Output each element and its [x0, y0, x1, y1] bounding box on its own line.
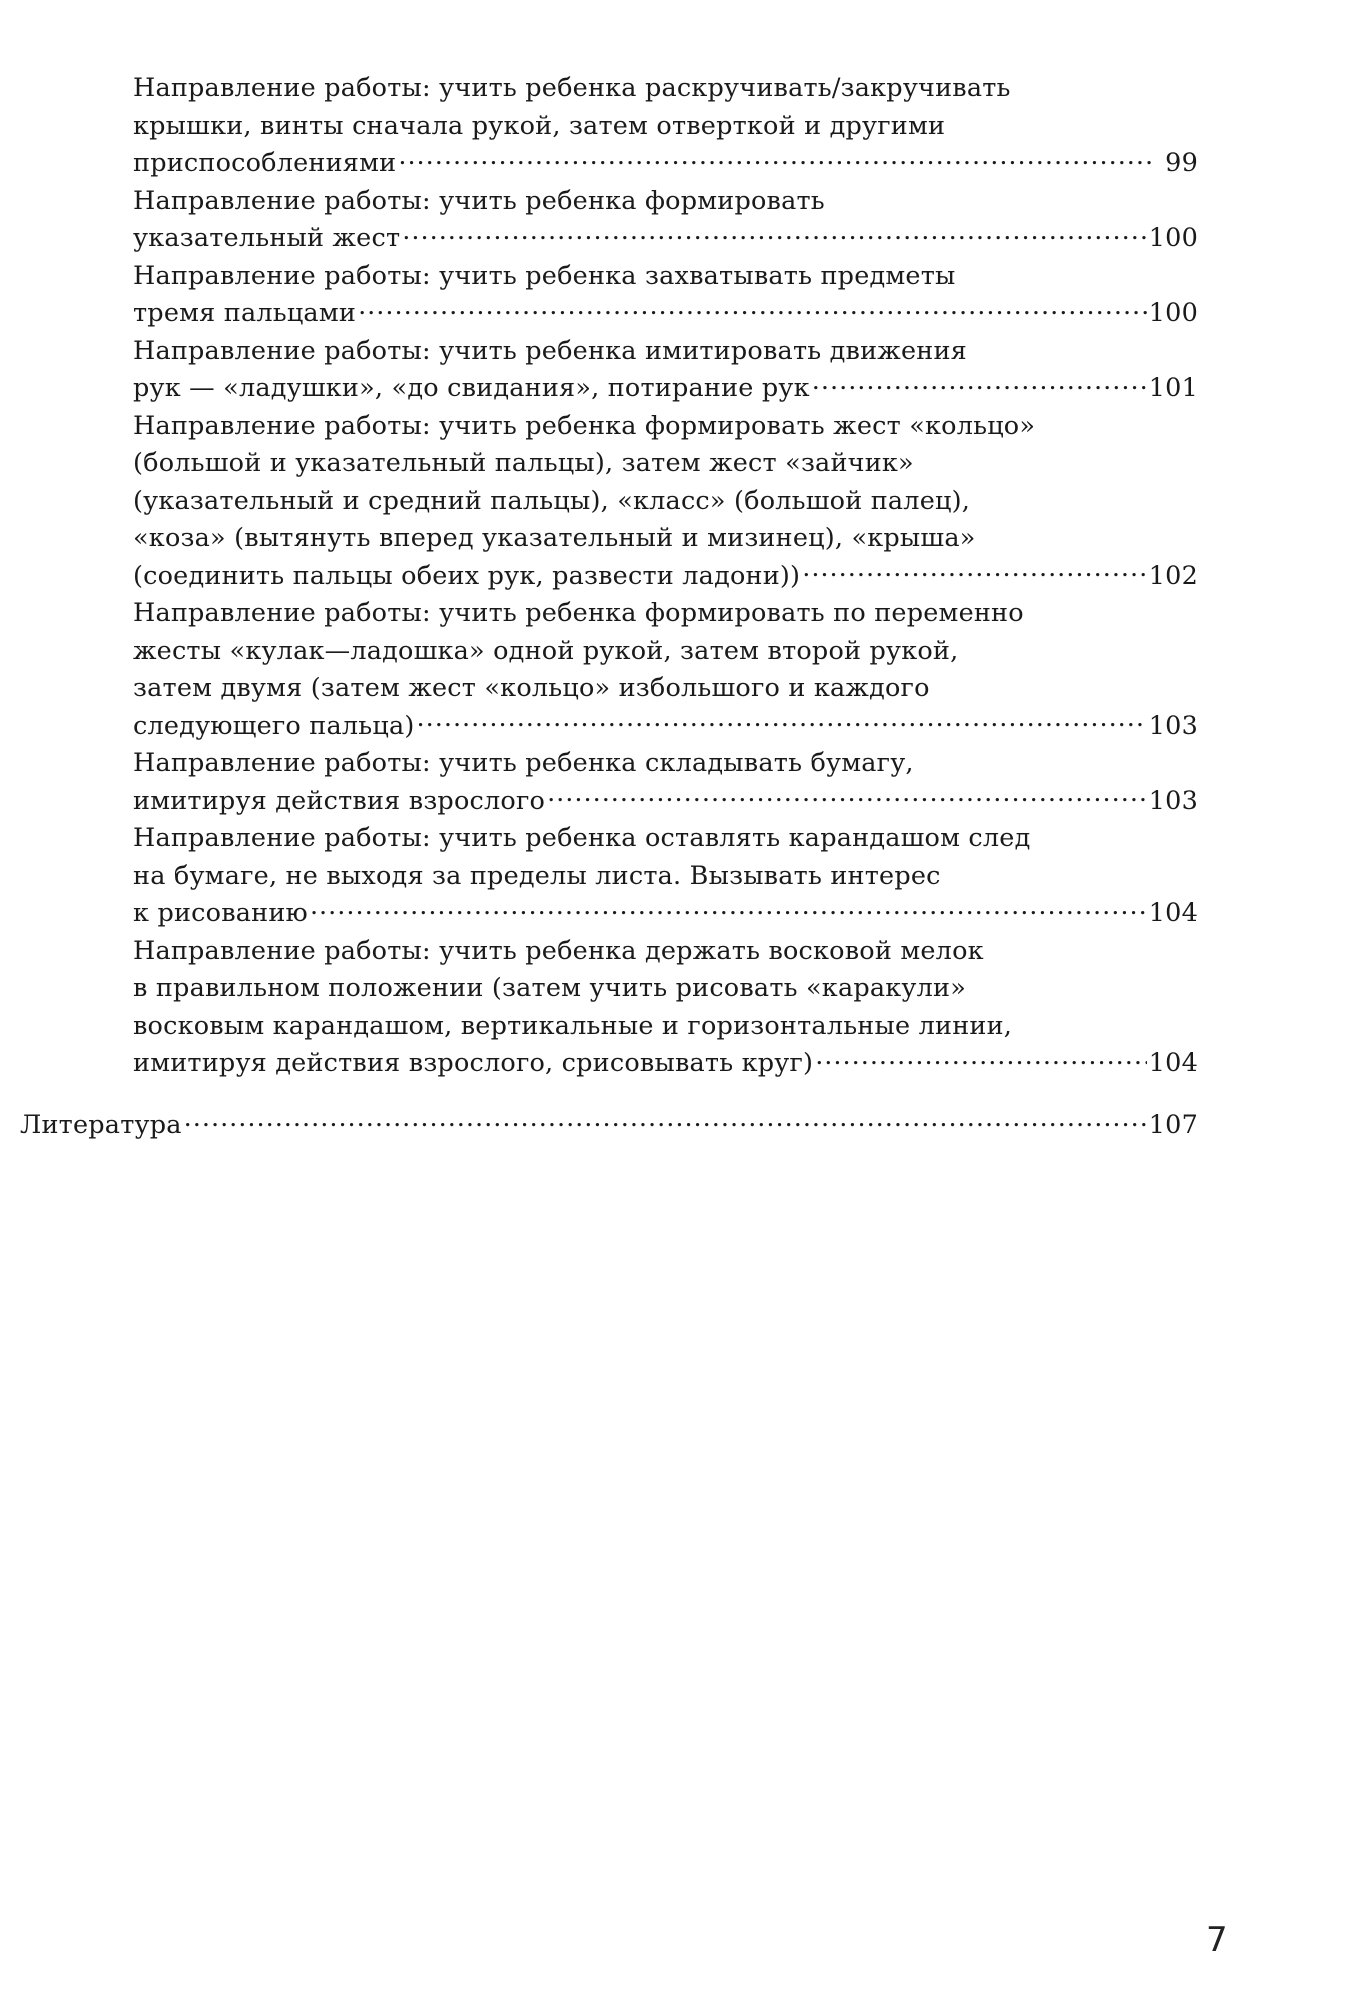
toc-entry-text: к рисованию: [133, 898, 308, 928]
toc-leader-dots: [402, 221, 1146, 247]
toc-entry: [133, 408, 1198, 596]
toc-entry-line: «коза» (вытянуть вперед указательный и мизинец), «крыша»: [133, 523, 976, 553]
toc-entry-text: Литература: [20, 1110, 182, 1140]
toc-leader-dots: [815, 1046, 1147, 1072]
toc-page-number: 102: [1148, 560, 1198, 591]
toc-entry-line: восковым карандашом, вертикальные и горизонтальные линии,: [133, 1010, 1013, 1041]
toc-page-number: 103: [1148, 710, 1198, 741]
toc-entry: [133, 70, 1198, 183]
toc-entry-line: Направление работы: учить ребенка оставлять карандашом след: [133, 823, 1031, 853]
toc-page-number: 99: [1165, 148, 1198, 178]
page-number: 7: [1206, 1920, 1228, 1960]
toc-entry-literature: [20, 1107, 1198, 1145]
toc-leader-dots: [358, 296, 1147, 322]
toc-entry-last-line: [133, 1045, 1198, 1083]
toc-page-number: 101: [1148, 373, 1198, 403]
toc-leader-dots: [812, 371, 1147, 397]
toc-entry-line: Направление работы: учить ребенка формировать: [133, 185, 825, 216]
toc-entry-line: Направление работы: учить ребенка складывать бумагу,: [133, 748, 914, 778]
toc-entry: [133, 595, 1198, 745]
toc-entry-text: имитируя действия взрослого, срисовывать круг): [133, 1048, 814, 1078]
toc-leader-dots: [547, 783, 1147, 809]
toc-entry-text: тремя пальцами: [133, 298, 357, 328]
toc-leader-dots: [398, 146, 1152, 172]
toc-page-number: 104: [1148, 898, 1198, 928]
toc-entry-last-line: [133, 558, 1198, 596]
toc-entry-line: Направление работы: учить ребенка раскручивать/закручивать: [133, 73, 1011, 103]
toc-entry: [133, 183, 1198, 258]
table-of-contents: [133, 70, 1198, 1083]
toc-page-number: 107: [1148, 1110, 1198, 1140]
toc-entry-last-line: [133, 145, 1198, 183]
toc-entry-last-line: [133, 370, 1198, 408]
toc-entry: [133, 745, 1198, 820]
toc-page-number: 100: [1148, 223, 1198, 253]
toc-page-number: 103: [1148, 785, 1198, 816]
toc-entry-line: Направление работы: учить ребенка держать восковой мелок: [133, 935, 984, 966]
toc-page-number: 104: [1148, 1048, 1198, 1078]
toc-entry-line: (указательный и средний пальцы), «класс» (большой палец),: [133, 485, 971, 516]
toc-leader-dots: [417, 708, 1147, 734]
toc-leader-dots: [184, 1108, 1147, 1134]
toc-entry: [133, 820, 1198, 933]
toc-entry-line: жесты «кулак—ладошка» одной рукой, затем второй рукой,: [133, 635, 959, 666]
toc-entry-last-line: [133, 220, 1198, 258]
toc-entry-line: затем двумя (затем жест «кольцо» избольшого и каждого: [133, 673, 930, 703]
toc-entry-text: имитируя действия взрослого: [133, 785, 546, 816]
toc-entry-last-line: [133, 783, 1198, 821]
toc-entry-line: Направление работы: учить ребенка формировать по переменно: [133, 598, 1024, 628]
toc-entry: [133, 258, 1198, 333]
toc-entry-text: указательный жест: [133, 223, 401, 253]
toc-entry-text: рук — «ладушки», «до свидания», потирание рук: [133, 373, 810, 403]
toc-entry-line: на бумаге, не выходя за пределы листа. Вызывать интерес: [133, 860, 941, 891]
toc-entry: [133, 933, 1198, 1083]
toc-entry-last-line: [133, 295, 1198, 333]
toc-entry-text: приспособлениями: [133, 148, 397, 178]
toc-entry-line: в правильном положении (затем учить рисовать «каракули»: [133, 973, 967, 1003]
toc-entry-text: следующего пальца): [133, 710, 415, 741]
toc-leader-dots: [310, 896, 1147, 922]
toc-entry-line: (большой и указательный пальцы), затем жест «зайчик»: [133, 448, 914, 478]
toc-entry-last-line: [133, 895, 1198, 933]
toc-entry-line: Направление работы: учить ребенка имитировать движения: [133, 335, 967, 366]
toc-entry-last-line: [133, 708, 1198, 746]
toc-page-number: 100: [1148, 298, 1198, 328]
toc-entry-line: Направление работы: учить ребенка захватывать предметы: [133, 260, 956, 291]
toc-entry-line: Направление работы: учить ребенка формировать жест «кольцо»: [133, 410, 1036, 441]
toc-leader-dots: [802, 558, 1147, 584]
toc-entry: [133, 333, 1198, 408]
toc-entry-line: крышки, винты сначала рукой, затем отверткой и другими: [133, 110, 946, 141]
toc-entry-text: (соединить пальцы обеих рук, развести ладони)): [133, 560, 801, 591]
